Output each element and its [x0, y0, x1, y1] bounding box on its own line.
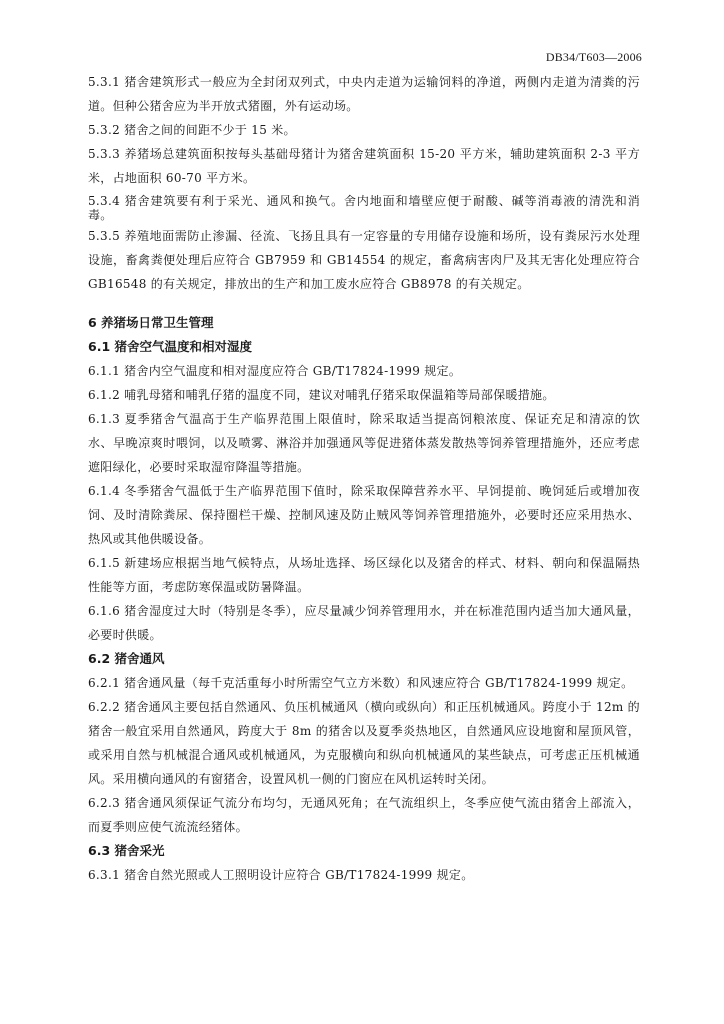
clause-6-2-2: 6.2.2 猪舍通风主要包括自然通风、负压机械通风（横向或纵向）和正压机械通风。跨度小于 12m 的猪舍一般宜采用自然通风，跨度大于 8m 的猪舍以及夏季炎热地区，自然通风应设地窗和屋顶风管，或采用自然与机械混合通风或机械通风，为克服横向和纵向机械通风的某些缺点，可考虑正压机械通风。采用横向通风的有窗猪舍，设置风机一侧的门窗应在风机运转时关闭。	[88, 700, 640, 786]
clause-5-3-5: 5.3.5 养殖地面需防止渗漏、径流、飞扬且具有一定容量的专用储存设施和场所，设有粪尿污水处理设施，畜禽粪便处理后应符合 GB7959 和 GB14554 的规定，畜禽病害肉尸及其无害化处理应符合 GB16548 的有关规定，排放出的生产和加工废水应符合 GB8978 的有关规定。	[88, 229, 640, 291]
document-body	[88, 70, 640, 887]
document-code: DB34/T603—2006	[545, 50, 642, 64]
clause-6-1-1: 6.1.1 猪舍内空气温度和相对湿度应符合 GB/T17824-1999 规定。	[88, 364, 462, 378]
section-spacer	[88, 296, 640, 311]
section-6-2-heading: 6.2 猪舍通风	[88, 651, 165, 666]
section-6-1-heading: 6.1 猪舍空气温度和相对湿度	[88, 339, 252, 354]
section-6-3-heading: 6.3 猪舍采光	[88, 843, 165, 858]
clause-5-3-1: 5.3.1 猪舍建筑形式一般应为全封闭双列式，中央内走道为运输饲料的净道，两侧内走道为清粪的污道。但种公猪舍应为半开放式猪圈，外有运动场。	[88, 75, 640, 113]
clause-6-1-4: 6.1.4 冬季猪舍气温低于生产临界范围下值时，除采取保障营养水平、早饲提前、晚饲延后或增加夜饲、及时清除粪尿、保持圈栏干燥、控制风速及防止贼风等饲养管理措施外，必要时还应采用热水、热风或其他供暖设备。	[88, 484, 640, 546]
clause-6-1-3: 6.1.3 夏季猪舍气温高于生产临界范围上限值时，除采取适当提高饲粮浓度、保证充足和清凉的饮水、早晚凉爽时喂饲，以及喷雾、淋浴并加强通风等促进猪体蒸发散热等饲养管理措施外，还应考虑遮阳绿化，必要时采取湿帘降温等措施。	[88, 412, 640, 474]
clause-6-2-1: 6.2.1 猪舍通风量（每千克活重每小时所需空气立方米数）和风速应符合 GB/T17824-1999 规定。	[88, 676, 634, 690]
clause-6-1-2: 6.1.2 哺乳母猪和哺乳仔猪的温度不同，建议对哺乳仔猪采取保温箱等局部保暖措施。	[88, 388, 555, 402]
clause-6-1-5: 6.1.5 新建场应根据当地气候特点，从场址选择、场区绿化以及猪舍的样式、材料、朝向和保温隔热性能等方面，考虑防寒保温或防暑降温。	[88, 556, 640, 594]
clause-6-3-1: 6.3.1 猪舍自然光照或人工照明设计应符合 GB/T17824-1999 规定。	[88, 868, 474, 882]
section-6-heading: 6 养猪场日常卫生管理	[88, 315, 214, 330]
clause-6-2-3: 6.2.3 猪舍通风须保证气流分布均匀，无通风死角；在气流组织上，冬季应使气流由猪舍上部流入，而夏季则应使气流流经猪体。	[88, 796, 640, 834]
clause-5-3-3: 5.3.3 养猪场总建筑面积按每头基础母猪计为猪舍建筑面积 15-20 平方米，辅助建筑面积 2-3 平方米，占地面积 60-70 平方米。	[88, 147, 640, 185]
clause-5-3-2: 5.3.2 猪舍之间的间距不少于 15 米。	[88, 123, 296, 137]
clause-6-1-6: 6.1.6 猪舍湿度过大时（特别是冬季），应尽量减少饲养管理用水，并在标准范围内适当加大通风量，必要时供暖。	[88, 604, 640, 642]
clause-5-3-4: 5.3.4 猪舍建筑要有利于采光、通风和换气。舍内地面和墙壁应便于耐酸、碱等消毒液的清洗和消毒。	[88, 194, 640, 222]
